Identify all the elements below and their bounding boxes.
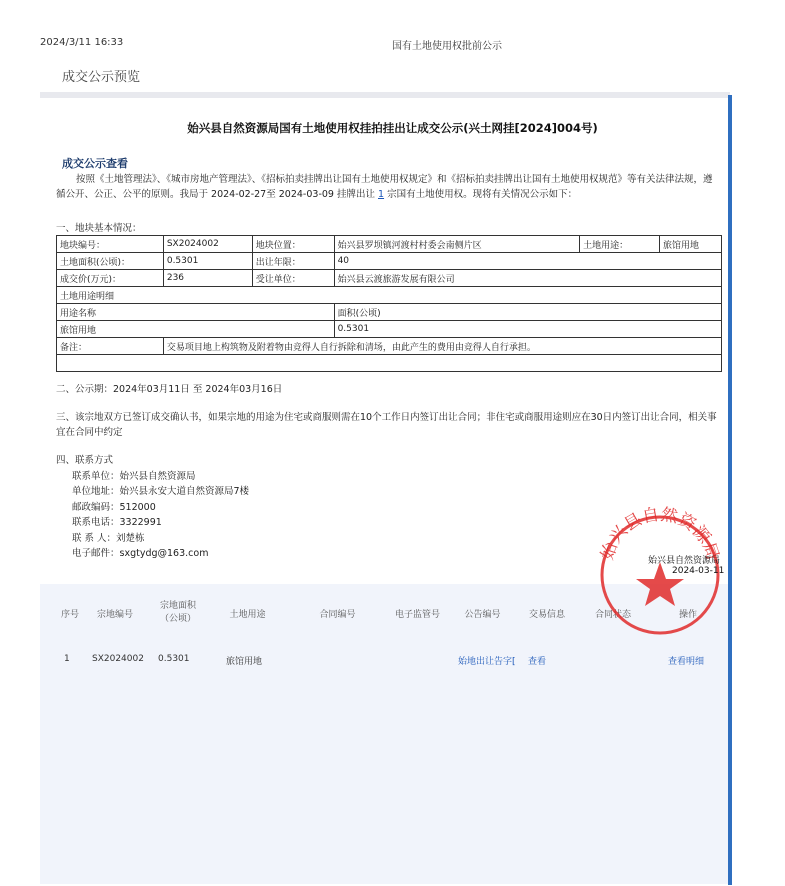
table-row <box>57 236 722 253</box>
table-cell: 交易项目地上构筑物及附着物由竞得人自行拆除和清场，由此产生的费用由竞得人自行承担。 <box>163 338 721 355</box>
table-cell: 土地用途： <box>580 236 660 253</box>
row-parcel-no: SX2024002 <box>92 654 144 664</box>
col-header-index: 序号 <box>60 610 79 620</box>
seal-org: 始兴县自然资源局 <box>648 556 721 566</box>
table-row <box>57 321 722 338</box>
table-cell: 受让单位： <box>252 270 334 287</box>
row-area: 0.5301 <box>158 654 190 664</box>
row-use: 旅馆用地 <box>226 657 263 667</box>
contact-person: 联 系 人：刘楚栋 <box>72 532 145 544</box>
col-header-parcel-no: 宗地编号 <box>96 610 133 620</box>
table-cell: 用途名称 <box>57 304 335 321</box>
col-header-contract-status: 合同状态 <box>594 610 631 620</box>
table-cell: 备注： <box>57 338 164 355</box>
table-cell: 旅馆用地 <box>660 236 722 253</box>
table-row <box>57 287 722 304</box>
divider-band <box>40 92 730 98</box>
table-cell: 地块编号： <box>57 236 164 253</box>
land-info-table <box>56 235 722 372</box>
table-cell <box>57 355 722 372</box>
contact-block <box>56 453 249 562</box>
table-cell: 0.5301 <box>334 321 721 338</box>
table-row <box>57 253 722 270</box>
table-row <box>57 355 722 372</box>
col-header-trade-info: 交易信息 <box>528 610 565 620</box>
col-header-supervision-no: 电子监管号 <box>394 610 440 620</box>
col-header-contract-no: 合同编号 <box>319 610 356 620</box>
col-header-action: 操作 <box>678 610 697 620</box>
row-index: 1 <box>64 654 70 664</box>
table-cell: 成交价(万元)： <box>57 270 164 287</box>
parcel-count-link[interactable]: 1 <box>378 189 385 200</box>
section1-title: 一、地块基本情况： <box>56 223 142 234</box>
accent-rule <box>728 95 732 885</box>
table-cell: 地块位置： <box>252 236 334 253</box>
table-row <box>57 270 722 287</box>
table-row <box>57 304 722 321</box>
table-cell: 40 <box>334 253 721 270</box>
seal-date: 2024-03-11 <box>672 566 725 576</box>
contact-email: 电子邮件：sxgtydg@163.com <box>72 548 209 559</box>
print-datetime: 2024/3/11 16:33 <box>40 37 124 48</box>
intro-text-pre: 按照《土地管理法》、《城市房地产管理法》、《招标拍卖挂牌出让国有土地使用权规定》和《招标拍卖挂牌出让国有土地使用权规范》等有关法律法规，遵循公开、公正、公平的原则。我局于 2024-02-27至 2024-03-09 挂牌出让 <box>56 174 713 200</box>
table-cell: 出让年限： <box>252 253 334 270</box>
view-detail-link[interactable]: 查看明细 <box>668 657 705 667</box>
contact-title: 四、联系方式 <box>56 455 114 466</box>
table-row <box>57 338 722 355</box>
announcement-period: 二、公示期：2024年03月11日 至 2024年03月16日 <box>56 384 283 395</box>
contact-phone: 联系电话：3322991 <box>72 517 162 528</box>
contact-unit: 联系单位：始兴县自然资源局 <box>72 470 196 482</box>
contact-postcode: 邮政编码：512000 <box>72 501 156 513</box>
table-cell: 土地面积(公顷)： <box>57 253 164 270</box>
table-cell: 236 <box>163 270 252 287</box>
table-cell: 旅馆用地 <box>57 321 335 338</box>
col-header-announcement: 公告编号 <box>464 610 501 620</box>
table-cell: 始兴县罗坝镇河渡村村委会南侧片区 <box>334 236 580 253</box>
contract-note: 三、该宗地双方已签订成交确认书，如果宗地的用途为住宅或商服则需在10个工作日内签订出让合同；非住宅或商服用途则应在30日内签订出让合同，相关事宜在合同中约定 <box>56 412 717 438</box>
col-header-use: 土地用途 <box>229 610 266 620</box>
table-cell: 始兴县云渡旅游发展有限公司 <box>334 270 721 287</box>
view-link[interactable]: 查看 <box>528 657 547 667</box>
page-heading: 成交公示预览 <box>62 70 141 85</box>
table-cell: SX2024002 <box>163 236 252 253</box>
print-header-title: 国有土地使用权批前公示 <box>392 41 502 52</box>
announcement-link[interactable]: 始地出让告字[ <box>458 657 516 667</box>
col-header-area: 宗地面积（公顷） <box>159 601 196 624</box>
section-heading: 成交公示查看 <box>62 157 128 170</box>
table-cell: 面积(公顷) <box>334 304 721 321</box>
intro-text-post: 宗国有土地使用权。现将有关情况公示如下： <box>384 189 578 200</box>
svg-text:始兴县自然资源局: 始兴县自然资源局 <box>597 504 723 563</box>
intro-paragraph <box>56 172 720 202</box>
table-cell: 土地用途明细 <box>57 287 722 304</box>
document-title: 始兴县自然资源局国有土地使用权挂拍挂出让成交公示(兴土网挂[2024]004号) <box>187 121 598 135</box>
contact-address: 单位地址：始兴县永安大道自然资源局7楼 <box>72 486 250 497</box>
table-cell: 0.5301 <box>163 253 252 270</box>
